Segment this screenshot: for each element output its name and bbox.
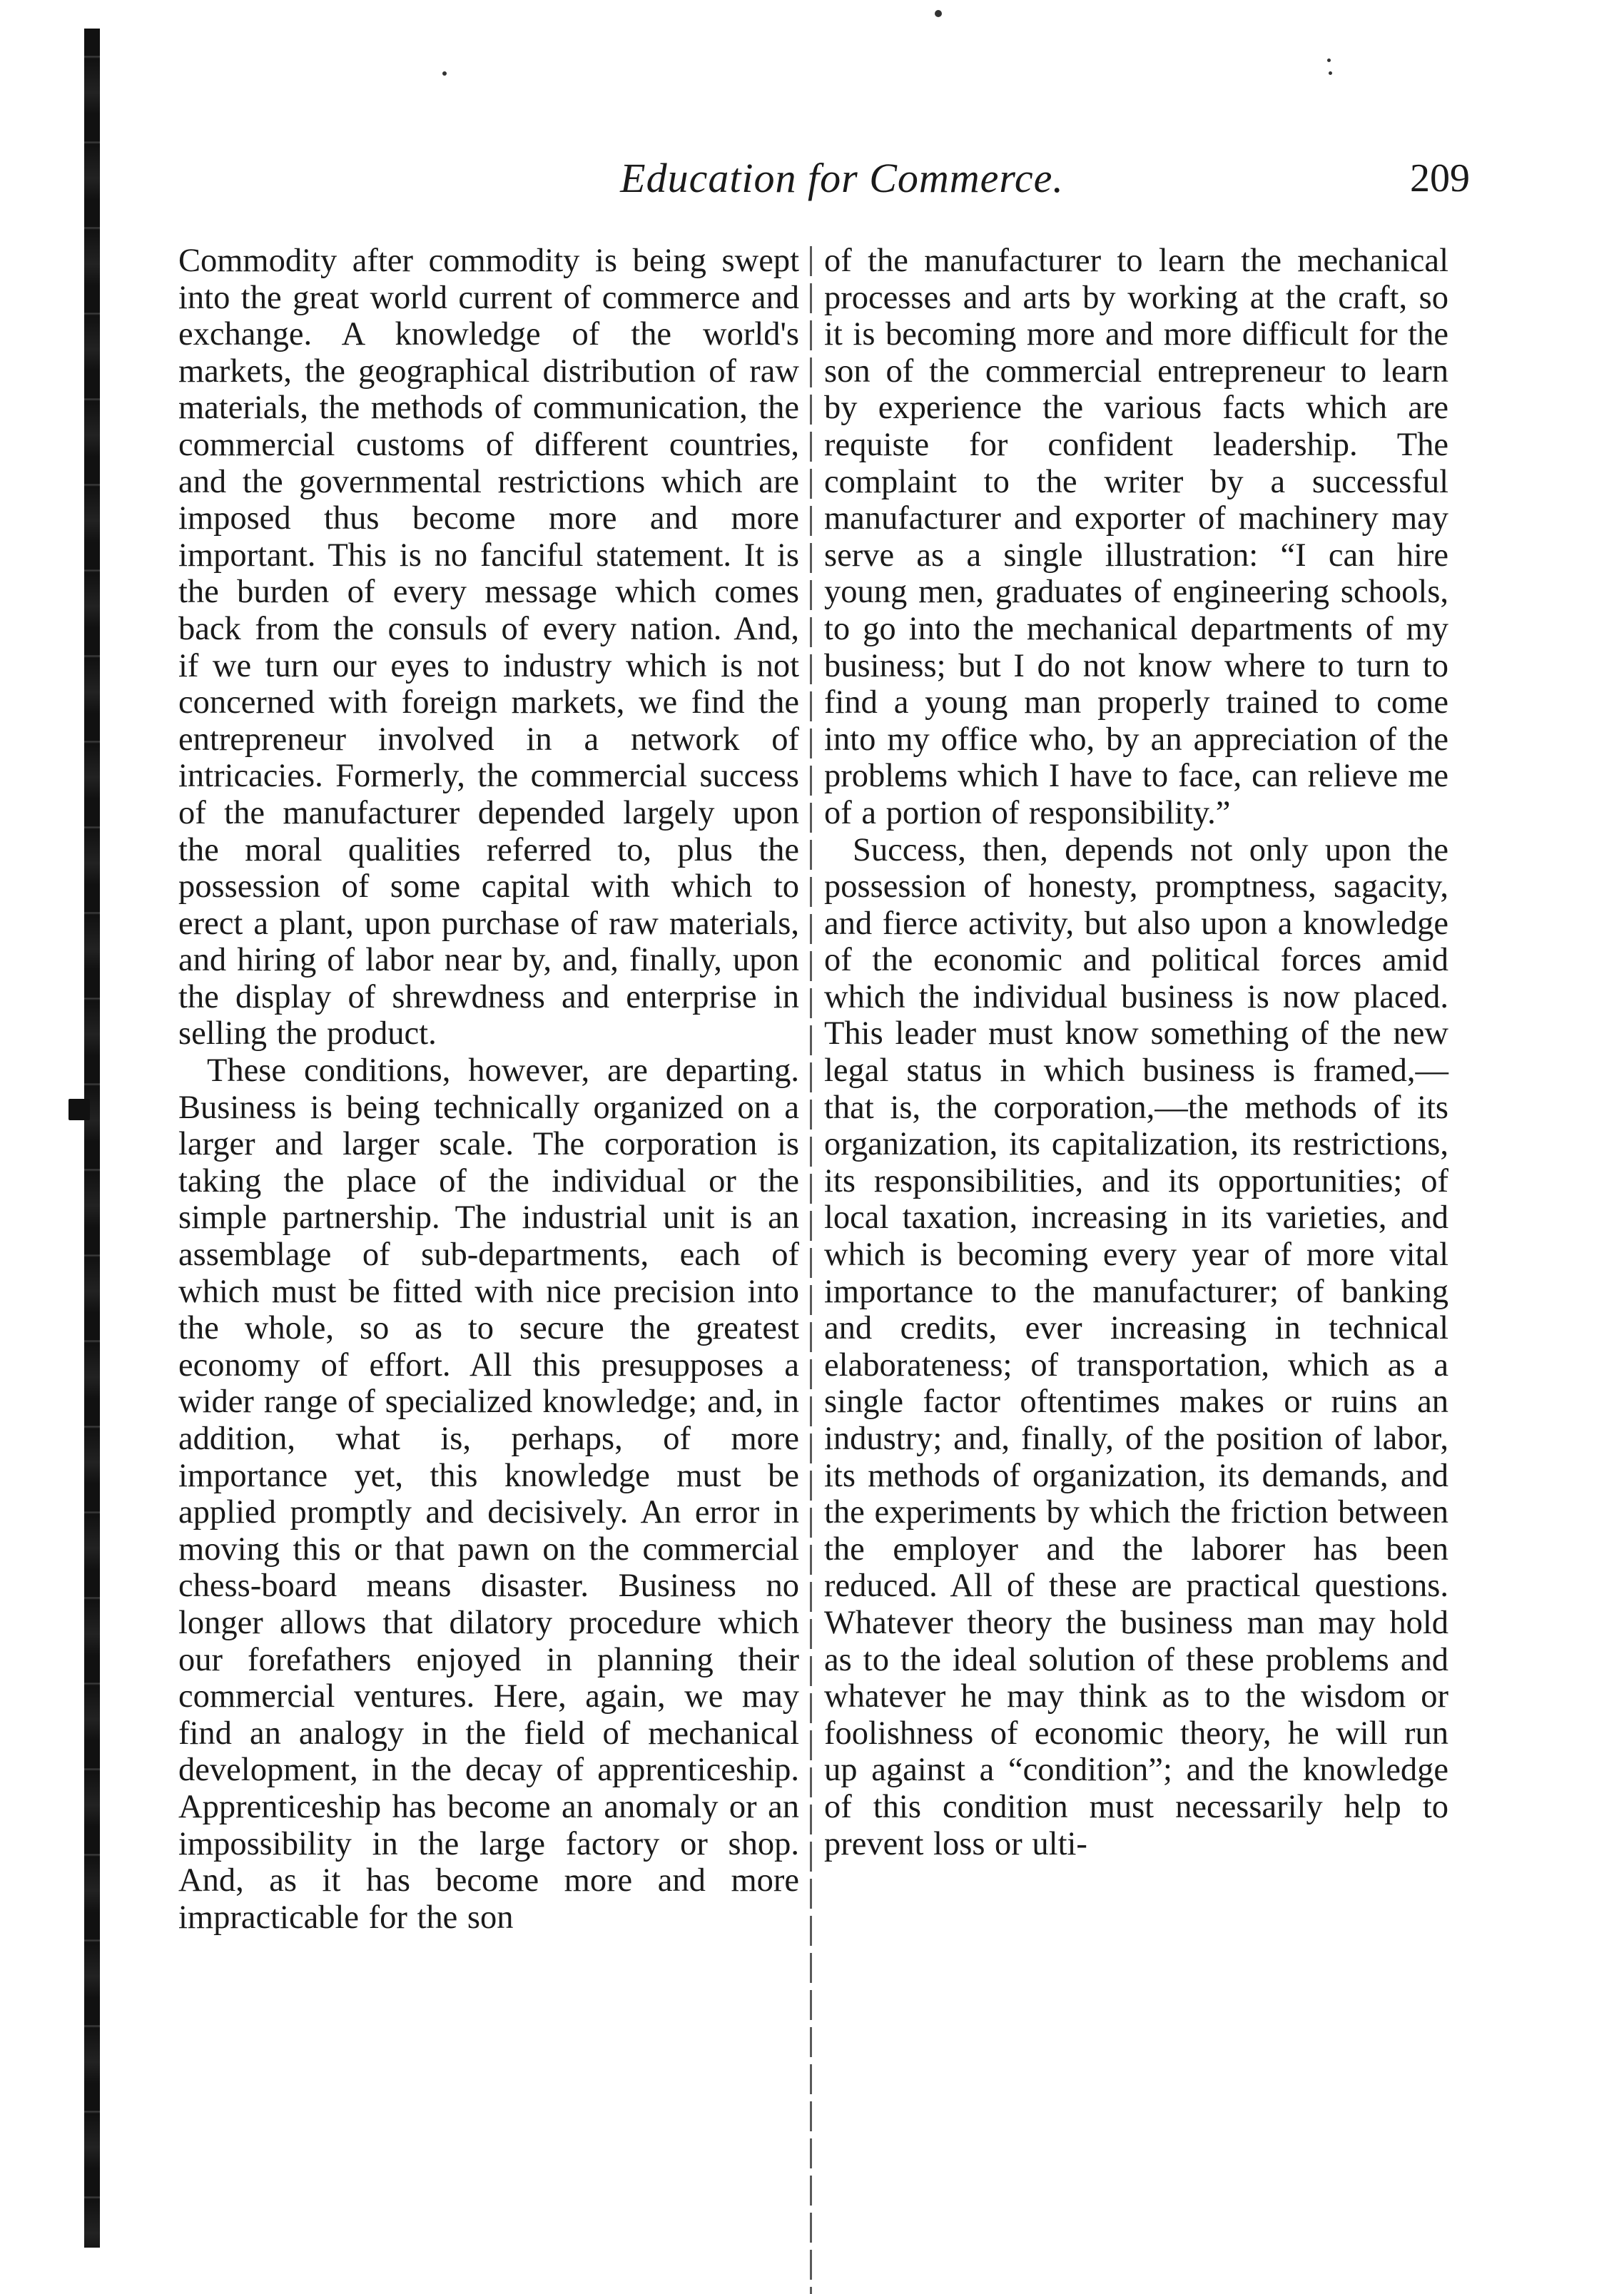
- paragraph: These conditions, however, are departing. Business is being technically organized on a larger and larger scale. The corporation is taking the place of the individual or the simple partnership. The industrial unit is an assemblage of sub-departments, each of which must be fitted with nice precision into the whole, so as to secure the greatest economy of effort. All this presupposes a wider range of specialized knowledge; and, in addition, what is, perhaps, of more importance yet, this knowledge must be applied promptly and decisively. An error in moving this or that pawn on the commercial chess-board means disaster. Business no longer allows that dilatory procedure which our forefathers enjoyed in planning their commercial ventures. Here, again, we may find an analogy in the field of mechanical development, in the decay of apprenticeship. Apprenticeship has become an anomaly or an impossibility in the large factory or shop. And, as it has become more and more impracticable for the son: [178, 1052, 799, 1936]
- page-binding-edge: [0, 0, 107, 2289]
- paragraph: of the manufacturer to learn the mechanical processes and arts by working at the craft, so it is becoming more and more difficult for the son of the commercial entrepreneur to learn by experience the various facts which are requiste for confident leadership. The complaint to the writer by a successful manufacturer and exporter of machinery may serve as a single illustration: “I can hire young men, graduates of engineering schools, to go into the mechanical departments of my business; but I do not know where to turn to find a young man properly trained to come into my office who, by an appreciation of the problems which I have to face, can relieve me of a portion of responsibility.”: [824, 243, 1448, 831]
- scan-speck: [1329, 71, 1332, 75]
- scan-speck: [935, 10, 942, 17]
- binding-shadow: [84, 29, 100, 2248]
- running-title: Education for Commerce.: [620, 155, 1064, 201]
- paragraph: Commodity after commodity is being swept into the great world current of commerce and exchange. A knowledge of the world's markets, the geographical distribution of raw materials, the methods of communication, the commercial customs of different countries, and the governmental restrictions which are imposed thus become more and more important. This is no fanciful statement. It is the burden of every message which comes back from the consuls of every nation. And, if we turn our eyes to industry which is not concerned with foreign markets, we find the entrepreneur involved in a network of intricacies. Formerly, the commercial success of the manufacturer depended largely upon the moral qualities referred to, plus the possession of some capital with which to erect a plant, upon purchase of raw materials, and hiring of labor near by, and, finally, upon the display of shrewdness and enterprise in selling the product.: [178, 243, 799, 1052]
- page-number: 209: [1410, 156, 1470, 201]
- paragraph: Success, then, depends not only upon the possession of honesty, promptness, sagacity, and fierce activity, but also upon a knowledge of the economic and political forces amid which the individual business is now placed. This leader must know something of the new legal status in which business is framed,—that is, the corporation,—the methods of its organization, its capitalization, its restrictions, its responsibilities, and its opportunities; of local taxation, increasing in its varieties, and which is becoming every year of more vital importance to the manufacturer; of banking and credits, ever increasing in technical elaborateness; of transportation, which as a single factor oftentimes makes or ruins an industry; and, finally, of the position of labor, its methods of organization, its demands, and the experiments by which the friction between the employer and the laborer has been reduced. All of these are practical questions. Whatever theory the business man may hold as to the ideal solution of these problems and whatever he may think as to the wisdom or foolishness of economic theory, he will run up against a “condition”; and the knowledge of this condition must necessarily help to prevent loss or ulti-: [824, 831, 1448, 1862]
- scan-speck: [442, 71, 447, 76]
- scan-speck: [1327, 59, 1331, 62]
- left-column: [178, 243, 799, 1936]
- running-head: [214, 150, 1470, 214]
- right-column: [824, 243, 1448, 1862]
- binding-notch: [68, 1099, 90, 1120]
- column-rule: [810, 246, 812, 2294]
